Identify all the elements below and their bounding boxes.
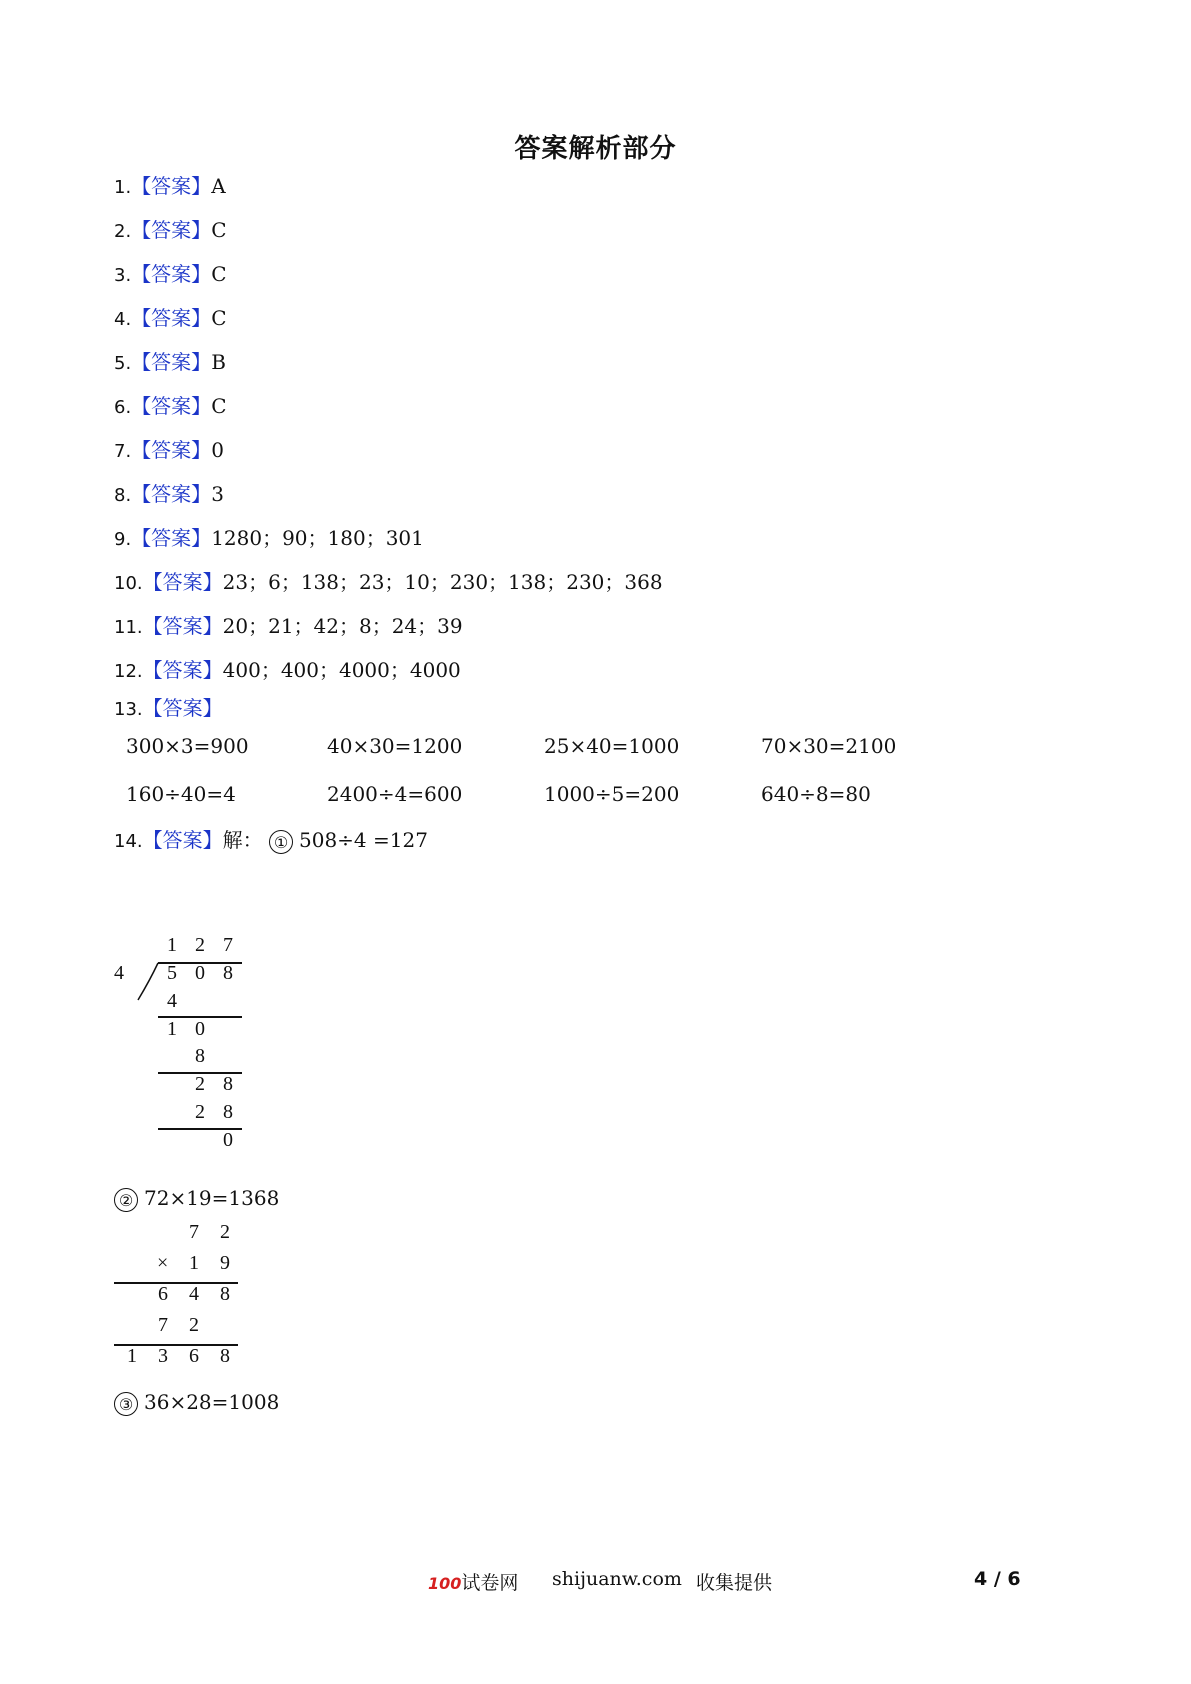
multiply-sign: × bbox=[157, 1252, 169, 1274]
circled-number-3: ③ bbox=[114, 1392, 138, 1416]
result-digit: 8 bbox=[220, 1345, 230, 1367]
dividend-digit: 0 bbox=[195, 962, 205, 984]
step-digit: 8 bbox=[223, 1101, 233, 1123]
multiplier-digit: 9 bbox=[220, 1252, 230, 1274]
answer-value: C bbox=[211, 262, 227, 286]
answer-1 bbox=[114, 172, 226, 202]
answer-tag: 【答案】 bbox=[142, 570, 223, 594]
step-digit: 8 bbox=[195, 1045, 205, 1067]
multiplier-digit: 1 bbox=[189, 1252, 199, 1274]
quotient-digit: 1 bbox=[167, 934, 177, 956]
dividend-digit: 5 bbox=[167, 962, 177, 984]
answer-value: C bbox=[211, 394, 227, 418]
problem-2: 72×19=1368 bbox=[144, 1186, 280, 1210]
answer-14 bbox=[114, 826, 428, 856]
answer-number: 12. bbox=[114, 661, 143, 682]
answer-10 bbox=[114, 568, 663, 598]
multiplicand-digit: 7 bbox=[189, 1221, 199, 1243]
answer-4 bbox=[114, 304, 227, 334]
circled-number-2: ② bbox=[114, 1188, 138, 1212]
answer-tag: 【答案】 bbox=[142, 658, 223, 682]
answer-number: 4. bbox=[114, 309, 132, 330]
partial-digit: 2 bbox=[189, 1314, 199, 1336]
quotient-digit: 2 bbox=[195, 934, 205, 956]
answer-tag: 【答案】 bbox=[131, 218, 212, 242]
answer-value: 0 bbox=[211, 438, 224, 462]
site-name: 试卷网 bbox=[461, 1572, 519, 1594]
answer-tag: 【答案】 bbox=[142, 828, 223, 852]
answer-number: 11. bbox=[114, 617, 143, 638]
page-number: 4 / 6 bbox=[974, 1568, 1021, 1590]
partial-digit: 4 bbox=[189, 1283, 199, 1305]
answer-number: 9. bbox=[114, 529, 132, 550]
answer-number: 8. bbox=[114, 485, 132, 506]
partial-digit: 6 bbox=[158, 1283, 168, 1305]
answer-tag: 【答案】 bbox=[131, 350, 212, 374]
answer-tag: 【答案】 bbox=[131, 306, 212, 330]
answer-tag: 【答案】 bbox=[142, 614, 223, 638]
quotient-digit: 7 bbox=[223, 934, 233, 956]
answer-8 bbox=[114, 480, 224, 510]
footer-brand bbox=[428, 1568, 518, 1595]
partial-digit: 8 bbox=[220, 1283, 230, 1305]
answer-value: 20；21；42；8；24；39 bbox=[222, 614, 463, 638]
answer-7 bbox=[114, 436, 224, 466]
step-digit: 0 bbox=[195, 1018, 205, 1040]
step-digit: 2 bbox=[195, 1073, 205, 1095]
q13-item: 40×30=1200 bbox=[327, 734, 463, 758]
solution-intro: 解： bbox=[222, 828, 263, 852]
answer-12 bbox=[114, 656, 461, 686]
answer-tag: 【答案】 bbox=[131, 174, 212, 198]
answer-value: 23；6；138；23；10；230；138；230；368 bbox=[222, 570, 663, 594]
answer-number: 6. bbox=[114, 397, 132, 418]
answer-number: 13. bbox=[114, 699, 143, 720]
division-bracket bbox=[136, 962, 162, 1004]
answer-3 bbox=[114, 260, 227, 290]
answer-tag: 【答案】 bbox=[142, 696, 223, 720]
site-logo: 100 bbox=[428, 1574, 462, 1593]
result-digit: 3 bbox=[158, 1345, 168, 1367]
dividend-digit: 8 bbox=[223, 962, 233, 984]
partial-digit: 7 bbox=[158, 1314, 168, 1336]
answer-value: C bbox=[211, 218, 227, 242]
footer-url: shijuanw.com bbox=[552, 1568, 682, 1590]
q13-item: 640÷8=80 bbox=[761, 782, 871, 806]
result-digit: 1 bbox=[127, 1345, 137, 1367]
result-digit: 6 bbox=[189, 1345, 199, 1367]
answer-number: 1. bbox=[114, 177, 132, 198]
answer-number: 14. bbox=[114, 831, 143, 852]
answer-number: 7. bbox=[114, 441, 132, 462]
answer-value: A bbox=[211, 174, 226, 198]
remainder-digit: 0 bbox=[223, 1129, 233, 1151]
answer-tag: 【答案】 bbox=[131, 438, 212, 462]
answer-tag: 【答案】 bbox=[131, 526, 212, 550]
q13-item: 25×40=1000 bbox=[544, 734, 680, 758]
step-digit: 1 bbox=[167, 1018, 177, 1040]
divisor: 4 bbox=[114, 962, 124, 984]
step-digit: 2 bbox=[195, 1101, 205, 1123]
answer-value: 400；400；4000；4000 bbox=[222, 658, 461, 682]
footer-provided: 收集提供 bbox=[696, 1572, 773, 1594]
page-title: 答案解析部分 bbox=[514, 134, 677, 164]
answer-11 bbox=[114, 612, 463, 642]
answer-tag: 【答案】 bbox=[131, 394, 212, 418]
answer-9 bbox=[114, 524, 424, 554]
answer-value: B bbox=[211, 350, 226, 374]
q13-item: 1000÷5=200 bbox=[544, 782, 680, 806]
answer-6 bbox=[114, 392, 227, 422]
answer-tag: 【答案】 bbox=[131, 482, 212, 506]
problem-3: 36×28=1008 bbox=[144, 1390, 280, 1414]
step-digit: 8 bbox=[223, 1073, 233, 1095]
multiplicand-digit: 2 bbox=[220, 1221, 230, 1243]
answer-value: 3 bbox=[211, 482, 224, 506]
answer-2 bbox=[114, 216, 227, 246]
q13-item: 300×3=900 bbox=[126, 734, 249, 758]
answer-number: 5. bbox=[114, 353, 132, 374]
step-digit: 4 bbox=[167, 990, 177, 1012]
answer-number: 10. bbox=[114, 573, 143, 594]
circled-number-1: ① bbox=[269, 830, 293, 854]
q13-item: 160÷40=4 bbox=[126, 782, 236, 806]
answer-value: 1280；90；180；301 bbox=[211, 526, 424, 550]
problem-1: 508÷4 =127 bbox=[299, 828, 428, 852]
answer-5 bbox=[114, 348, 226, 378]
answer-number: 2. bbox=[114, 221, 132, 242]
problem-2-line bbox=[114, 1184, 279, 1212]
answer-number: 3. bbox=[114, 265, 132, 286]
answer-13 bbox=[114, 694, 223, 724]
q13-item: 70×30=2100 bbox=[761, 734, 897, 758]
q13-item: 2400÷4=600 bbox=[327, 782, 463, 806]
problem-3-line bbox=[114, 1388, 279, 1416]
answer-tag: 【答案】 bbox=[131, 262, 212, 286]
answer-value: C bbox=[211, 306, 227, 330]
